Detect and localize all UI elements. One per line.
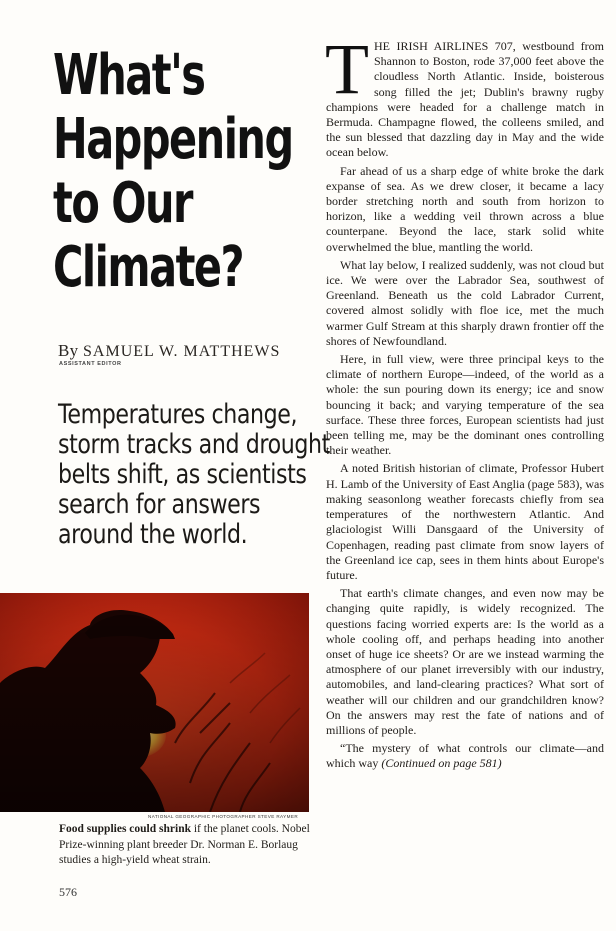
deck-line: storm tracks and drought [58,429,330,460]
byline-prefix: By [58,341,79,360]
byline [58,341,308,361]
paragraph: Far ahead of us a sharp edge of white broke the dark expanse of sea. As we drew closer, it became a lacy border stretching north and south from horizon to horizon, like a wedding veil thrown across a blue counterpane. Beyond the lace, stark solid white overwhelmed the blue, mantling the world. [326,163,604,254]
title-line: to Our [53,171,192,236]
title-line: What's [53,43,205,108]
article-title [53,43,293,300]
photo-caption [59,822,314,869]
continued-note: (Continued on page 581) [381,756,502,771]
paragraph: Here, in full view, were three principal keys to the climate of northern Europe—indeed, of the world as a whole: the sun pouring down its energy; ice and snow bouncing it back; and varying temperature of the sea surface. These three forces, European scientists had just been telling me, may be the dominant ones controlling their weather. [326,352,604,458]
title-line: Happening [53,107,293,172]
deck-line: Temperatures change, [58,399,298,430]
photo-credit: NATIONAL GEOGRAPHIC PHOTOGRAPHER STEVE RAYMER [148,814,299,819]
drop-cap: T [325,29,369,109]
deck [58,399,330,550]
title-line: Climate? [53,235,244,300]
paragraph: “The mystery of what controls our climate—and which way (Continued on page 581) [326,741,604,771]
paragraph: THE IRISH AIRLINES 707, westbound from Shannon to Boston, rode 37,000 feet above the cloudless North Atlantic. Inside, boisterous song filled the jet; Dublin's brawny rugby champions were headed for a challenge match in Bermuda. Champagne flowed, the colleens smiled, and the sun blessed that dazzling day in May and the wide ocean below. [325,29,604,160]
caption-text: if the planet cools. Nobel Prize-winning plant breeder Dr. Norman E. Borlaug studies a high-yield wheat strain. [59,823,310,866]
deck-line: around the world. [58,519,248,550]
paragraph: A noted British historian of climate, Professor Hubert H. Lamb of the University of East Anglia (page 583), was making seasonlong weather forecasts chiefly from sea temperatures of the northwestern Atlantic. And glaciologist Willi Dansgaard of the University of Copenhagen, reading past climate from snow layers of the Greenland ice cap, sees in them hints about Europe's future. [326,461,604,582]
wheat-photo [0,593,309,812]
deck-line: search for answers [58,489,261,520]
deck-line: belts shift, as scientists [58,459,307,490]
author-role: ASSISTANT EDITOR [59,361,122,367]
caption-lead: Food supplies could shrink [59,823,191,835]
photo-illustration [0,593,309,812]
article-body [325,29,604,775]
paragraph: What lay below, I realized suddenly, was not cloud but ice. We were over the Labrador Sea, southwest of Greenland. Beneath us the cold Labrador Current, covered almost solidly with floe ice, met the much warmer Gulf Stream at this sharply drawn frontier off the shores of Newfoundland. [326,257,604,348]
paragraph: That earth's climate changes, and even now may be changing quite rapidly, is widely recognized. The questions facing worried experts are: Is the world as a whole cooling off, and perhaps heading into another onset of huge ice sheets? Or are we instead warming the atmosphere of our planet irreversibly with our industry, automobiles, and land-clearing practices? What sort of weather will our children and our grandchildren know? On the answers may rest the fate of nations and of millions of people. [326,586,604,737]
page-number: 576 [59,885,77,899]
author-name: SAMUEL W. MATTHEWS [83,343,281,360]
